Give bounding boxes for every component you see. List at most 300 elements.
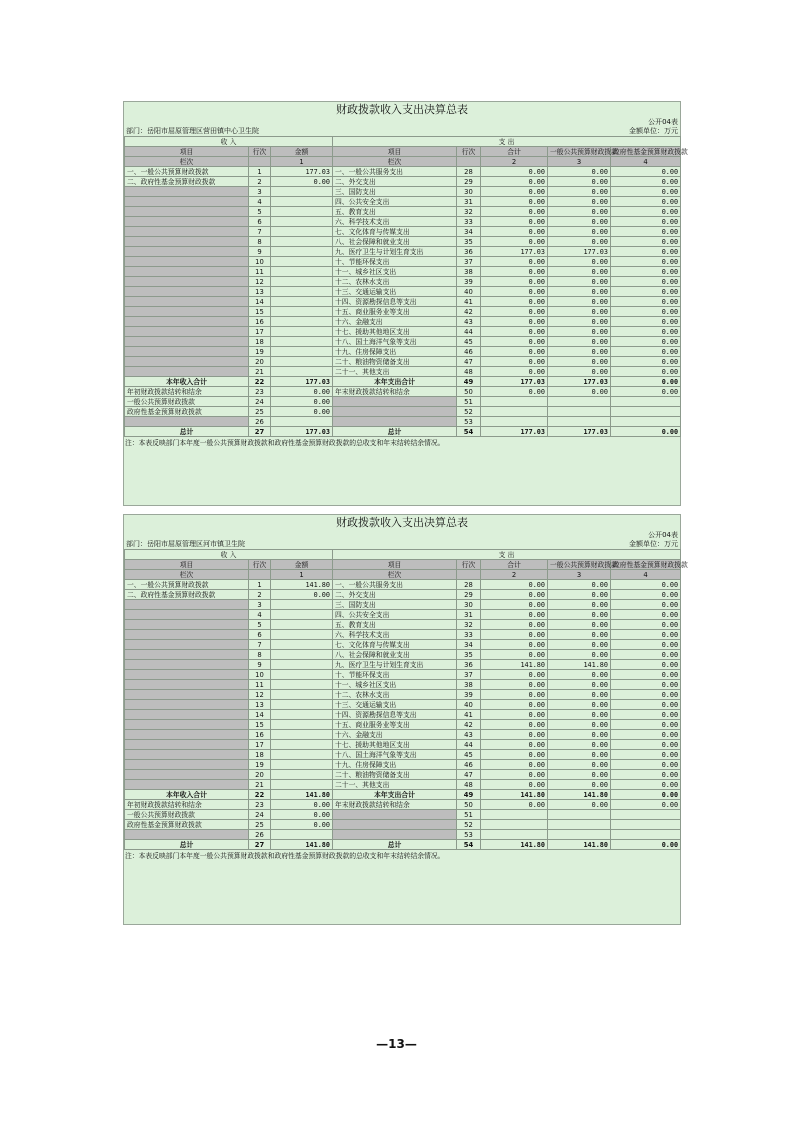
expense-item-cell: 十四、资源勘探信息等支出: [333, 710, 457, 720]
income-line-cell: 9: [249, 247, 271, 257]
income-line-cell: 18: [249, 750, 271, 760]
expense-line-cell: 31: [457, 197, 481, 207]
column-number-row: [125, 570, 681, 580]
expense-line-cell: 45: [457, 750, 481, 760]
table-row: [125, 710, 681, 720]
expense-fund-cell: 0.00: [611, 197, 681, 207]
expense-total-cell: 0.00: [481, 610, 548, 620]
income-item-cell: [125, 217, 249, 227]
expense-line-cell: 47: [457, 357, 481, 367]
expense-item-cell: [333, 407, 457, 417]
table-row: [125, 247, 681, 257]
expense-general-cell: 0.00: [548, 620, 611, 630]
expense-general-cell: 141.80: [548, 790, 611, 800]
income-amount-cell: 177.03: [271, 377, 333, 387]
income-line-cell: 15: [249, 720, 271, 730]
expense-item-cell: 六、科学技术支出: [333, 630, 457, 640]
expense-total-cell: 0.00: [481, 187, 548, 197]
section-header-row: [125, 137, 681, 147]
expense-general-cell: 0.00: [548, 217, 611, 227]
table-row: [125, 840, 681, 850]
expense-item-cell: 三、国防支出: [333, 187, 457, 197]
expense-general-cell: 177.03: [548, 427, 611, 437]
income-amount-cell: [271, 600, 333, 610]
expense-fund-cell: 0.00: [611, 187, 681, 197]
col-amount-header: 金额: [271, 147, 333, 157]
expense-general-cell: 0.00: [548, 387, 611, 397]
expense-general-cell: 0.00: [548, 187, 611, 197]
expense-item-cell: 八、社会保障和就业支出: [333, 237, 457, 247]
col-fund-budget-header: 政府性基金预算财政拨款: [611, 560, 681, 570]
income-line-cell: 22: [249, 377, 271, 387]
finance-table: [124, 549, 688, 850]
table-row: [125, 197, 681, 207]
expense-total-cell: 0.00: [481, 680, 548, 690]
expense-fund-cell: 0.00: [611, 730, 681, 740]
expense-general-cell: [548, 407, 611, 417]
expense-general-cell: 0.00: [548, 630, 611, 640]
expense-total-cell: 0.00: [481, 387, 548, 397]
expense-general-cell: 0.00: [548, 327, 611, 337]
income-line-cell: 23: [249, 800, 271, 810]
income-line-cell: 17: [249, 740, 271, 750]
expense-total-cell: 0.00: [481, 277, 548, 287]
expense-total-cell: 0.00: [481, 237, 548, 247]
income-amount-cell: [271, 830, 333, 840]
expense-total-cell: 0.00: [481, 357, 548, 367]
expense-general-cell: [548, 830, 611, 840]
income-item-cell: [125, 600, 249, 610]
income-amount-cell: [271, 660, 333, 670]
income-line-cell: 21: [249, 367, 271, 377]
income-item-cell: [125, 327, 249, 337]
income-line-cell: 3: [249, 600, 271, 610]
expense-line-cell: 31: [457, 610, 481, 620]
expense-total-cell: 0.00: [481, 800, 548, 810]
income-line-cell: 16: [249, 317, 271, 327]
expense-line-cell: 33: [457, 217, 481, 227]
expense-item-cell: 十八、国土海洋气象等支出: [333, 750, 457, 760]
income-item-cell: [125, 187, 249, 197]
income-line-cell: 15: [249, 307, 271, 317]
table-row: [125, 720, 681, 730]
expense-line-cell: 54: [457, 427, 481, 437]
column-header-row: [125, 560, 681, 570]
table-row: [125, 580, 681, 590]
expense-general-cell: 0.00: [548, 700, 611, 710]
table-row: [125, 227, 681, 237]
income-line-cell: 17: [249, 327, 271, 337]
expense-fund-cell: 0.00: [611, 377, 681, 387]
expense-general-cell: 0.00: [548, 167, 611, 177]
department-row: [124, 540, 680, 549]
expense-item-cell: 本年支出合计: [333, 377, 457, 387]
amount-unit: 金额单位：万元: [629, 127, 678, 135]
table-row: [125, 650, 681, 660]
expense-item-cell: 十九、住房保障支出: [333, 760, 457, 770]
expense-line-cell: 41: [457, 710, 481, 720]
expense-total-cell: 0.00: [481, 207, 548, 217]
expense-item-cell: 一、一般公共服务支出: [333, 167, 457, 177]
income-item-cell: [125, 730, 249, 740]
expense-fund-cell: 0.00: [611, 217, 681, 227]
expense-general-cell: 0.00: [548, 720, 611, 730]
expense-total-cell: 0.00: [481, 740, 548, 750]
expense-total-cell: 0.00: [481, 177, 548, 187]
income-amount-cell: [271, 317, 333, 327]
expense-general-cell: 0.00: [548, 177, 611, 187]
expense-total-cell: 0.00: [481, 307, 548, 317]
table-row: [125, 357, 681, 367]
income-item-cell: [125, 257, 249, 267]
income-line-cell: 10: [249, 670, 271, 680]
expense-total-cell: 0.00: [481, 580, 548, 590]
expense-line-cell: 53: [457, 830, 481, 840]
expense-line-cell: 49: [457, 790, 481, 800]
expense-fund-cell: 0.00: [611, 640, 681, 650]
table-row: [125, 830, 681, 840]
expense-fund-cell: 0.00: [611, 700, 681, 710]
expense-fund-cell: [611, 820, 681, 830]
expense-line-cell: 32: [457, 207, 481, 217]
income-line-cell: 18: [249, 337, 271, 347]
expense-general-cell: 0.00: [548, 580, 611, 590]
expense-fund-cell: 0.00: [611, 740, 681, 750]
col-number: 1: [271, 570, 333, 580]
expense-fund-cell: 0.00: [611, 800, 681, 810]
income-amount-cell: 141.80: [271, 840, 333, 850]
expense-fund-cell: 0.00: [611, 257, 681, 267]
income-item-cell: [125, 690, 249, 700]
income-line-cell: 2: [249, 177, 271, 187]
expense-total-cell: 0.00: [481, 780, 548, 790]
expense-item-cell: 十三、交通运输支出: [333, 287, 457, 297]
expense-line-cell: 48: [457, 780, 481, 790]
expense-item-cell: 七、文化体育与传媒支出: [333, 227, 457, 237]
expense-fund-cell: [611, 830, 681, 840]
table-note: 注：本表反映部门本年度一般公共预算财政拨款和政府性基金预算财政拨款的总收支和年末结转结余情况。: [125, 439, 445, 447]
income-amount-cell: [271, 740, 333, 750]
expense-item-cell: 十九、住房保障支出: [333, 347, 457, 357]
income-line-cell: 12: [249, 277, 271, 287]
expense-total-cell: [481, 820, 548, 830]
table-row: [125, 750, 681, 760]
expense-line-cell: 50: [457, 387, 481, 397]
income-line-cell: 23: [249, 387, 271, 397]
income-item-cell: [125, 247, 249, 257]
income-line-cell: 11: [249, 267, 271, 277]
income-line-cell: 21: [249, 780, 271, 790]
col-fund-budget-header: 政府性基金预算财政拨款: [611, 147, 681, 157]
expense-item-cell: 十一、城乡社区支出: [333, 680, 457, 690]
expense-fund-cell: 0.00: [611, 247, 681, 257]
expense-total-cell: 0.00: [481, 267, 548, 277]
expense-general-cell: 0.00: [548, 780, 611, 790]
income-amount-cell: [271, 690, 333, 700]
income-item-cell: 本年收入合计: [125, 377, 249, 387]
expense-item-cell: 十、节能环保支出: [333, 670, 457, 680]
expense-line-cell: 39: [457, 690, 481, 700]
expense-general-cell: 0.00: [548, 207, 611, 217]
department-row: [124, 127, 680, 136]
table-row: [125, 740, 681, 750]
col-number-label: 栏次: [125, 157, 249, 167]
table-row: [125, 680, 681, 690]
expense-line-cell: 30: [457, 187, 481, 197]
col-line-header: 行次: [249, 560, 271, 570]
form-number-row: [124, 118, 680, 127]
expense-fund-cell: [611, 397, 681, 407]
income-item-cell: 一、一般公共预算财政拨款: [125, 167, 249, 177]
expense-item-cell: 七、文化体育与传媒支出: [333, 640, 457, 650]
expense-general-cell: 0.00: [548, 357, 611, 367]
expense-total-cell: 141.80: [481, 660, 548, 670]
expense-total-cell: 0.00: [481, 367, 548, 377]
income-line-cell: 7: [249, 227, 271, 237]
income-item-cell: 年初财政拨款结转和结余: [125, 387, 249, 397]
expense-item-cell: 二、外交支出: [333, 177, 457, 187]
income-item-cell: [125, 830, 249, 840]
expense-fund-cell: 0.00: [611, 327, 681, 337]
col-total-header: 合计: [481, 560, 548, 570]
table-row: [125, 207, 681, 217]
col-item-header: 项目: [125, 147, 249, 157]
expense-item-cell: 十三、交通运输支出: [333, 700, 457, 710]
income-item-cell: 总计: [125, 840, 249, 850]
expense-total-cell: 177.03: [481, 247, 548, 257]
expense-header: 支 出: [333, 137, 681, 147]
expense-general-cell: 0.00: [548, 277, 611, 287]
table-body: [125, 167, 681, 437]
expense-item-cell: 十五、商业服务业等支出: [333, 720, 457, 730]
expense-general-cell: 0.00: [548, 307, 611, 317]
expense-line-cell: 28: [457, 167, 481, 177]
income-line-cell: 6: [249, 630, 271, 640]
income-amount-cell: 177.03: [271, 167, 333, 177]
income-item-cell: 二、政府性基金预算财政拨款: [125, 177, 249, 187]
expense-total-cell: 0.00: [481, 620, 548, 630]
expense-fund-cell: 0.00: [611, 387, 681, 397]
income-header: 收 入: [125, 137, 333, 147]
expense-item-cell: 年末财政拨款结转和结余: [333, 387, 457, 397]
income-line-cell: 13: [249, 287, 271, 297]
expense-line-cell: 30: [457, 600, 481, 610]
expense-total-cell: 177.03: [481, 427, 548, 437]
expense-fund-cell: 0.00: [611, 177, 681, 187]
income-line-cell: 26: [249, 417, 271, 427]
expense-fund-cell: 0.00: [611, 427, 681, 437]
income-line-cell: 5: [249, 620, 271, 630]
table-row: [125, 407, 681, 417]
table-row: [125, 820, 681, 830]
income-item-cell: [125, 267, 249, 277]
expense-line-cell: 44: [457, 740, 481, 750]
income-item-cell: [125, 227, 249, 237]
income-line-cell: 2: [249, 590, 271, 600]
finance-table: [124, 136, 688, 437]
income-item-cell: [125, 417, 249, 427]
expense-fund-cell: 0.00: [611, 357, 681, 367]
income-line-cell: 20: [249, 357, 271, 367]
expense-general-cell: [548, 820, 611, 830]
expense-fund-cell: 0.00: [611, 337, 681, 347]
table-row: [125, 187, 681, 197]
expense-item-cell: 十一、城乡社区支出: [333, 267, 457, 277]
expense-general-cell: 0.00: [548, 227, 611, 237]
expense-general-cell: 0.00: [548, 287, 611, 297]
expense-general-cell: 141.80: [548, 660, 611, 670]
income-amount-cell: [271, 287, 333, 297]
income-line-cell: 22: [249, 790, 271, 800]
expense-total-cell: 141.80: [481, 840, 548, 850]
expense-total-cell: 0.00: [481, 720, 548, 730]
expense-general-cell: 0.00: [548, 337, 611, 347]
table-row: [125, 367, 681, 377]
expense-line-cell: 36: [457, 660, 481, 670]
expense-item-cell: 三、国防支出: [333, 600, 457, 610]
expense-fund-cell: 0.00: [611, 267, 681, 277]
expense-line-cell: 29: [457, 590, 481, 600]
income-line-cell: 7: [249, 640, 271, 650]
expense-fund-cell: 0.00: [611, 167, 681, 177]
income-amount-cell: [271, 267, 333, 277]
col-number: 2: [481, 570, 548, 580]
table-row: [125, 377, 681, 387]
expense-general-cell: 0.00: [548, 640, 611, 650]
income-amount-cell: [271, 357, 333, 367]
table-row: [125, 780, 681, 790]
table-row: [125, 760, 681, 770]
income-item-cell: [125, 770, 249, 780]
table-row: [125, 690, 681, 700]
expense-line-cell: 40: [457, 287, 481, 297]
expense-fund-cell: 0.00: [611, 580, 681, 590]
table-row: [125, 600, 681, 610]
expense-item-cell: 二、外交支出: [333, 590, 457, 600]
col-general-budget-header: 一般公共预算财政拨款: [548, 147, 611, 157]
expense-line-cell: 49: [457, 377, 481, 387]
expense-item-cell: 年末财政拨款结转和结余: [333, 800, 457, 810]
expense-total-cell: 0.00: [481, 217, 548, 227]
income-amount-cell: [271, 650, 333, 660]
table-row: [125, 237, 681, 247]
income-item-cell: 本年收入合计: [125, 790, 249, 800]
expense-total-cell: 0.00: [481, 287, 548, 297]
income-amount-cell: [271, 217, 333, 227]
income-item-cell: 政府性基金预算财政拨款: [125, 820, 249, 830]
income-amount-cell: [271, 710, 333, 720]
expense-fund-cell: 0.00: [611, 750, 681, 760]
expense-fund-cell: 0.00: [611, 610, 681, 620]
table-row: [125, 317, 681, 327]
table-title: 财政拨款收入支出决算总表: [336, 516, 468, 529]
expense-general-cell: 0.00: [548, 610, 611, 620]
expense-total-cell: [481, 830, 548, 840]
expense-fund-cell: 0.00: [611, 367, 681, 377]
expense-line-cell: 42: [457, 720, 481, 730]
expense-fund-cell: 0.00: [611, 720, 681, 730]
table-row: [125, 177, 681, 187]
income-line-cell: 10: [249, 257, 271, 267]
expense-header: 支 出: [333, 550, 681, 560]
expense-item-cell: 十六、金融支出: [333, 317, 457, 327]
expense-item-cell: 本年支出合计: [333, 790, 457, 800]
expense-fund-cell: 0.00: [611, 227, 681, 237]
expense-item-cell: 总计: [333, 427, 457, 437]
income-line-cell: 6: [249, 217, 271, 227]
income-item-cell: [125, 650, 249, 660]
income-item-cell: [125, 740, 249, 750]
table-row: [125, 307, 681, 317]
expense-total-cell: 141.80: [481, 790, 548, 800]
expense-fund-cell: 0.00: [611, 600, 681, 610]
expense-line-cell: 44: [457, 327, 481, 337]
income-amount-cell: [271, 327, 333, 337]
expense-fund-cell: 0.00: [611, 660, 681, 670]
expense-general-cell: 0.00: [548, 690, 611, 700]
expense-line-cell: 35: [457, 650, 481, 660]
table-row: [125, 387, 681, 397]
expense-item-cell: [333, 397, 457, 407]
income-amount-cell: [271, 197, 333, 207]
expense-fund-cell: 0.00: [611, 307, 681, 317]
expense-item-cell: 四、公共安全支出: [333, 610, 457, 620]
expense-item-cell: 二十、粮油物资储备支出: [333, 770, 457, 780]
expense-total-cell: 0.00: [481, 630, 548, 640]
form-number-row: [124, 531, 680, 540]
expense-total-cell: 0.00: [481, 347, 548, 357]
expense-general-cell: 0.00: [548, 347, 611, 357]
expense-line-cell: 38: [457, 680, 481, 690]
expense-line-cell: 38: [457, 267, 481, 277]
expense-fund-cell: 0.00: [611, 277, 681, 287]
income-item-cell: 一、一般公共预算财政拨款: [125, 580, 249, 590]
income-amount-cell: [271, 760, 333, 770]
income-line-cell: 19: [249, 760, 271, 770]
income-item-cell: 政府性基金预算财政拨款: [125, 407, 249, 417]
table-row: [125, 800, 681, 810]
income-line-cell: 14: [249, 710, 271, 720]
income-line-cell: 19: [249, 347, 271, 357]
income-item-cell: [125, 670, 249, 680]
income-amount-cell: 0.00: [271, 810, 333, 820]
expense-line-cell: 34: [457, 227, 481, 237]
amount-unit: 金额单位：万元: [629, 540, 678, 548]
income-line-cell: 25: [249, 407, 271, 417]
expense-general-cell: 0.00: [548, 730, 611, 740]
table-row: [125, 267, 681, 277]
expense-total-cell: 177.03: [481, 377, 548, 387]
income-line-cell: 26: [249, 830, 271, 840]
expense-line-cell: 51: [457, 397, 481, 407]
expense-item-cell: 二十一、其他支出: [333, 780, 457, 790]
income-line-cell: 11: [249, 680, 271, 690]
expense-item-cell: 五、教育支出: [333, 620, 457, 630]
table-row: [125, 700, 681, 710]
expense-fund-cell: 0.00: [611, 630, 681, 640]
income-amount-cell: [271, 297, 333, 307]
table-row: [125, 337, 681, 347]
income-amount-cell: [271, 730, 333, 740]
expense-line-cell: 46: [457, 760, 481, 770]
income-item-cell: [125, 750, 249, 760]
col-number: 4: [611, 570, 681, 580]
expense-general-cell: 177.03: [548, 377, 611, 387]
column-header-row: [125, 147, 681, 157]
expense-fund-cell: 0.00: [611, 780, 681, 790]
form-number: 公开04表: [648, 118, 678, 126]
income-amount-cell: 141.80: [271, 580, 333, 590]
